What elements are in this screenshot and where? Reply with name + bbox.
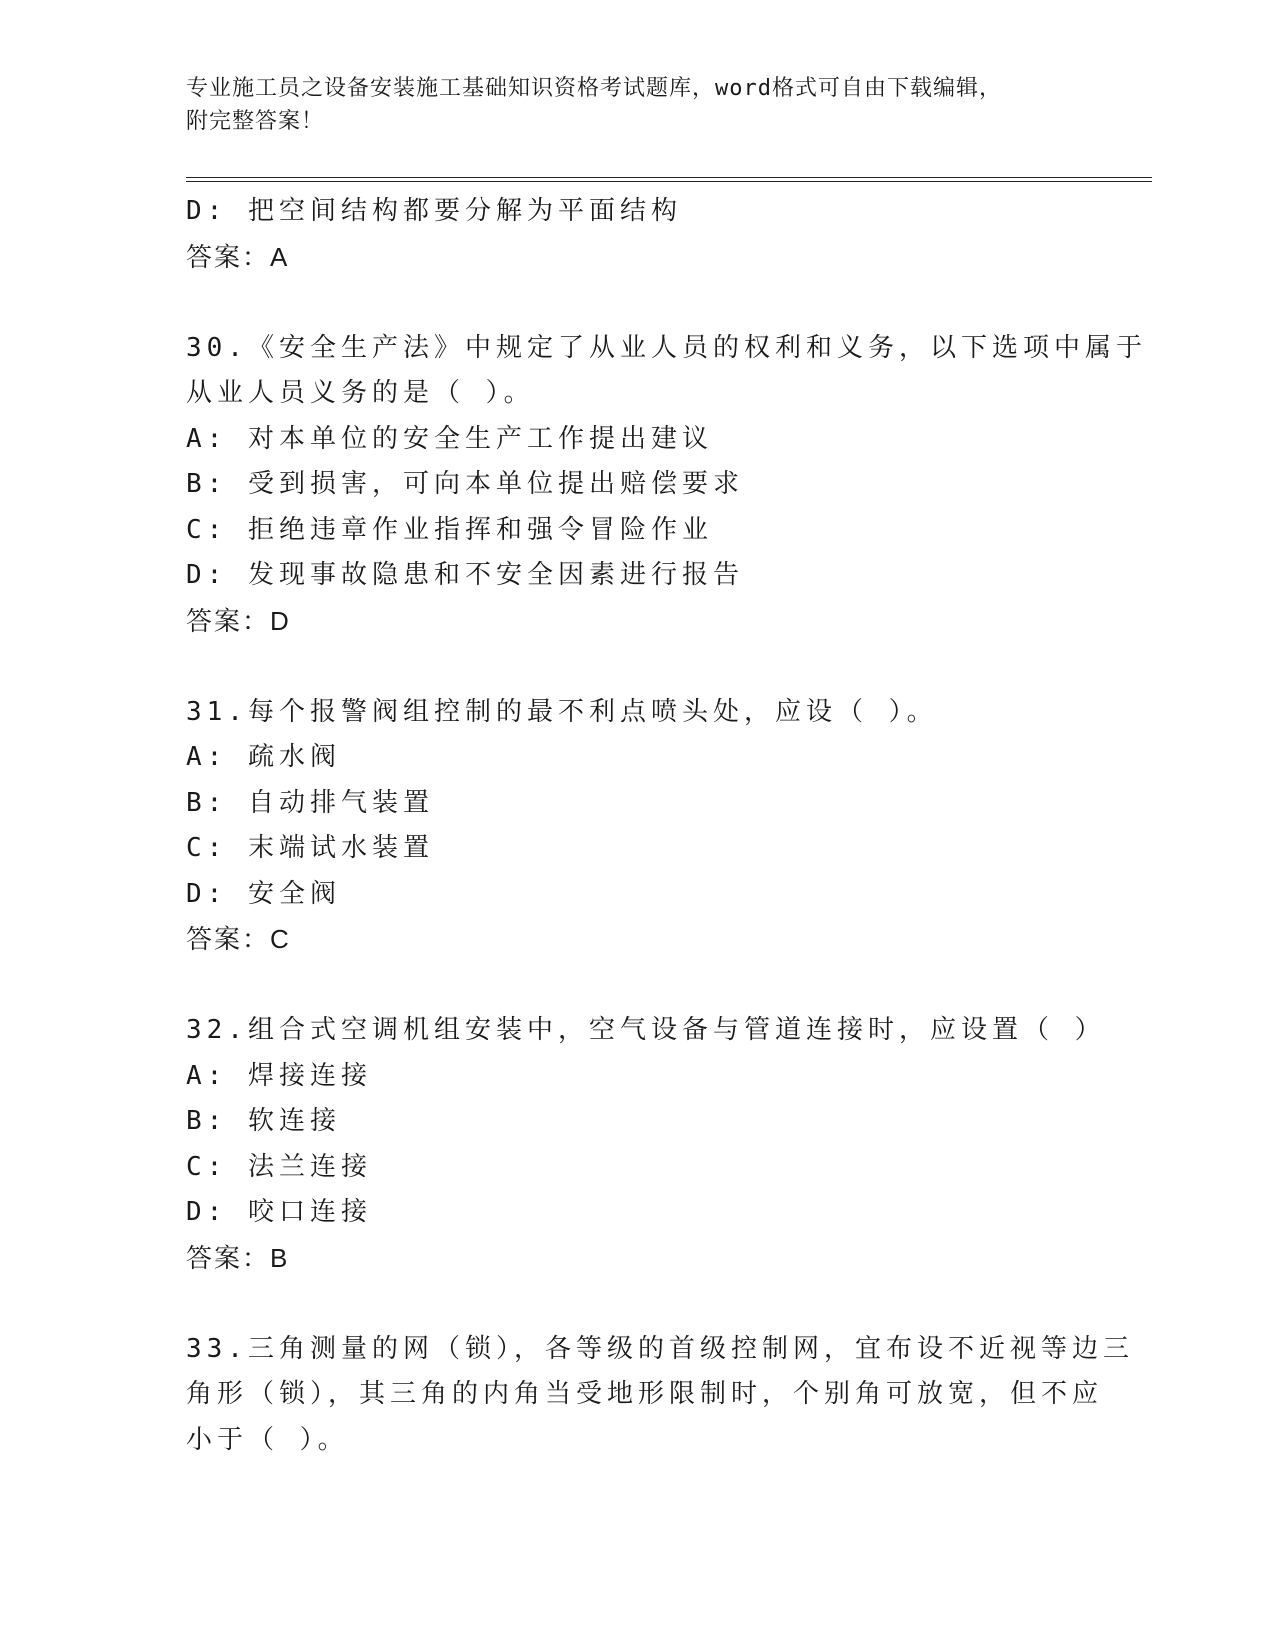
question-31 [186, 690, 1086, 963]
spacer [186, 1281, 1086, 1327]
option-b: B: 软连接 [186, 1106, 341, 1136]
answer-line: 答案：C [186, 924, 291, 954]
question-stem: 32.组合式空调机组安装中，空气设备与管道连接时，应设置（ ） [186, 1015, 1106, 1045]
option-c: C: 法兰连接 [186, 1151, 372, 1182]
header-divider-bottom [186, 181, 1152, 182]
header-divider-top [186, 177, 1152, 178]
question-32 [186, 1008, 1106, 1281]
spacer [186, 280, 1086, 326]
document-header [186, 72, 1086, 138]
spacer [186, 644, 1086, 690]
option-d: D: 把空间结构都要分解为平面结构 [186, 196, 682, 226]
question-stem: 30.《安全生产法》中规定了从业人员的权利和义务，以下选项中属于 [186, 332, 1147, 363]
option-a: A: 对本单位的安全生产工作提出建议 [186, 423, 713, 454]
option-b: B: 自动排气装置 [186, 787, 434, 818]
option-c: C: 拒绝违章作业指挥和强令冒险作业 [186, 514, 713, 545]
question-30 [186, 326, 1147, 645]
header-line-2: 附完整答案！ [186, 109, 325, 134]
spacer [186, 963, 1086, 1009]
question-list [186, 189, 1147, 1463]
option-d: D: 咬口连接 [186, 1197, 372, 1227]
answer-line: 答案：D [186, 605, 291, 636]
question-stem: 小于（ ）。 [186, 1424, 349, 1455]
question-stem: 31.每个报警阀组控制的最不利点喷头处，应设（ ）。 [186, 696, 938, 727]
option-d: D: 发现事故隐患和不安全因素进行报告 [186, 560, 744, 590]
answer-line: 答案：A [186, 241, 290, 272]
answer-line: 答案：B [186, 1242, 290, 1273]
question-stem: 33.三角测量的网（锁），各等级的首级控制网，宜布设不近视等边三 [186, 1333, 1134, 1364]
question-stem: 从业人员义务的是（ ）。 [186, 378, 535, 408]
header-line-1: 专业施工员之设备安装施工基础知识资格考试题库，word格式可自由下载编辑， [186, 76, 1002, 101]
option-c: C: 末端试水装置 [186, 833, 434, 863]
option-a: A: 疏水阀 [186, 742, 341, 772]
previous-question-tail [186, 189, 1086, 280]
option-a: A: 焊接连接 [186, 1060, 372, 1091]
question-stem: 角形（锁），其三角的内角当受地形限制时，个别角可放宽，但不应 [186, 1379, 1104, 1409]
option-b: B: 受到损害，可向本单位提出赔偿要求 [186, 469, 744, 499]
question-33 [186, 1327, 1134, 1464]
option-d: D: 安全阀 [186, 878, 341, 909]
